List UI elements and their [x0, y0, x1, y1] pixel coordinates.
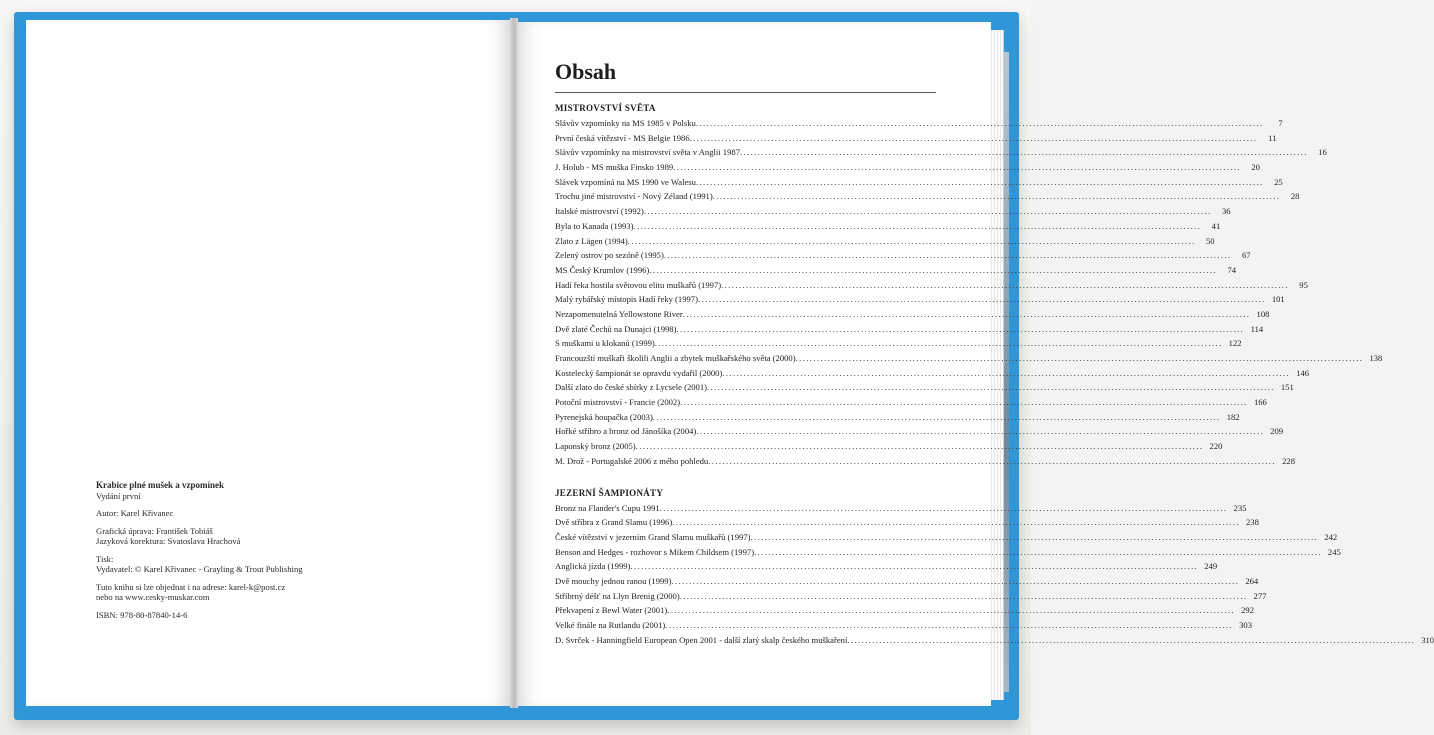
toc-entry-title: M. Drož - Portugalské 2006 z mého pohledu: [555, 455, 709, 466]
toc-entry-page: 41: [1211, 220, 1221, 231]
publisher: Vydavatel: © Karel Křivanec - Grayling & Trout Publishing: [96, 564, 303, 574]
toc-entry-title: Velké finále na Rutlandu (2001): [555, 620, 666, 630]
toc-leader-dots: ................................................................................................................................................................: [754, 546, 1322, 557]
toc-leader-dots: ................................................................................................................................................................: [721, 279, 1289, 290]
toc-entry-title: Slávek vzpomíná na MS 1990 ve Walesu: [555, 176, 696, 187]
toc-entry: [555, 292, 1285, 307]
toc-leader-dots: ................................................................................................................................................................: [630, 561, 1199, 572]
toc-leader-dots: ................................................................................................................................................................: [847, 634, 1416, 645]
toc-entry-title: Dvě mouchy jednou ranou (1999): [555, 575, 672, 586]
toc-entry: [555, 336, 1242, 351]
toc-leader-dots: ................................................................................................................................................................: [682, 308, 1251, 319]
toc-entry-page: 11: [1268, 132, 1277, 143]
toc-leader-dots: ................................................................................................................................................................: [633, 220, 1202, 231]
toc-leader-dots: ................................................................................................................................................................: [696, 426, 1265, 437]
toc-entry-title: Trochu jiné mistrovství - Nový Zéland (1991): [555, 191, 713, 202]
toc-entry-title: D. Svrček - Hanningfield European Open 2001 - další zlatý skalp českého muškaření: [555, 634, 848, 645]
isbn: ISBN: 978-80-87840-14-6: [96, 609, 188, 620]
toc-entry-title: České vítězství v jezerním Grand Slamu muškařů (1997): [555, 531, 751, 542]
toc-entry-title: Dvě zlaté Čechů na Dunajci (1998): [555, 323, 677, 334]
toc-entry: [555, 248, 1251, 263]
toc-entry-title: MS Český Krumlov (1996): [555, 264, 650, 275]
toc-entry: [555, 574, 1259, 589]
toc-entry: [555, 454, 1295, 469]
toc-entry-page: 20: [1251, 162, 1260, 173]
toc-entry-title: Potoční mistrovství - Francie (2002): [555, 397, 681, 408]
toc-entry-page: 238: [1246, 517, 1259, 528]
toc-entry-title: S muškami u klokanů (1999): [555, 338, 655, 349]
toc-leader-dots: ................................................................................................................................................................: [649, 264, 1218, 275]
toc-entry-title: Malý rybářský místopis Hadí řeky (1997): [555, 294, 698, 305]
toc-leader-dots: ................................................................................................................................................................: [708, 455, 1276, 466]
toc-entry: [555, 322, 1264, 337]
toc-entry-page: 36: [1221, 206, 1231, 217]
toc-entry-title: Zlato z Lägen (1994): [555, 235, 628, 246]
toc-entry-title: Nezapomenutelná Yellowstone River: [555, 308, 683, 319]
book-title: Krabice plné mušek a vzpomínek: [96, 480, 225, 490]
toc-entry-page: 74: [1227, 264, 1237, 275]
graphics-credit: Grafická úprava: František Tobiáš: [96, 525, 213, 536]
toc-leader-dots: ................................................................................................................................................................: [695, 176, 1264, 187]
toc-entry-page: 151: [1280, 382, 1294, 393]
toc-entry-page: 242: [1324, 531, 1338, 542]
order-website: nebo na www.cesky-muskar.com: [96, 592, 210, 602]
toc-entry: [555, 189, 1300, 204]
toc-entry: [555, 545, 1341, 560]
toc-heading: Obsah: [555, 59, 617, 84]
toc-entry: [555, 160, 1260, 175]
toc-entry: [555, 278, 1308, 293]
toc-entry-page: 16: [1318, 147, 1327, 158]
toc-leader-dots: ................................................................................................................................................................: [643, 206, 1212, 217]
toc-leader-dots: ................................................................................................................................................................: [740, 147, 1308, 158]
toc-entry-title: Slávův vzpomínky na MS 1985 v Polsku: [555, 118, 696, 128]
toc-entry: [555, 263, 1237, 278]
toc-section-title: MISTROVSTVÍ SVĚTA: [555, 103, 656, 113]
toc-entry-title: Zelený ostrov po sezóně (1995): [555, 250, 664, 261]
toc-entry-page: 182: [1226, 411, 1240, 422]
toc-entry: [555, 204, 1231, 219]
toc-entry-page: 264: [1245, 575, 1259, 586]
toc-entry: [555, 589, 1267, 604]
toc-entry: [555, 633, 1434, 648]
toc-entry: [555, 603, 1255, 618]
toc-entry-page: 28: [1290, 191, 1300, 202]
toc-entry: [555, 234, 1215, 249]
toc-entry: [555, 439, 1223, 454]
book-gutter: [510, 18, 518, 708]
table-of-contents: [555, 58, 1434, 647]
toc-entry-title: J. Holub - MS muška Finsko 1989: [555, 162, 674, 173]
toc-leader-dots: ................................................................................................................................................................: [697, 294, 1266, 305]
proofreading-credit: Jazyková korektura: Svatoslava Hrachová: [96, 536, 241, 546]
order-info: Tuto knihu si lze objednat i na adrese: karel-k@post.cz: [96, 581, 286, 592]
edition: Vydání první: [96, 490, 141, 501]
toc-leader-dots: ................................................................................................................................................................: [663, 250, 1232, 261]
toc-entry-page: 228: [1282, 455, 1295, 466]
toc-entry-title: První česká vítězství - MS Belgie 1986: [555, 132, 690, 143]
toc-entry-title: Pyrenejská houpačka (2003): [555, 411, 653, 422]
toc-entry: [555, 501, 1247, 516]
toc-entry: [555, 131, 1277, 146]
toc-entry: [555, 175, 1283, 190]
toc-entry-title: Hořké stříbro a bronz od Jánošíka (2004): [555, 426, 697, 437]
toc-entry: [555, 424, 1284, 439]
toc-entry-title: Kostelecký šampionát se opravdu vydařil (2000): [555, 367, 723, 378]
colophon: [96, 480, 456, 620]
toc-leader-dots: ................................................................................................................................................................: [750, 531, 1319, 542]
toc-entry: [555, 515, 1259, 530]
toc-leader-dots: ................................................................................................................................................................: [671, 575, 1240, 586]
toc-entry-page: 277: [1253, 590, 1267, 601]
toc-entry-page: 25: [1274, 176, 1283, 187]
toc-entry-title: Benson and Hedges - rozhovor s Mikem Childsem (1997): [555, 546, 755, 557]
toc-divider: [555, 92, 936, 93]
toc-entry-title: Překvapení z Bewl Water (2001): [555, 605, 668, 616]
toc-entry: [555, 530, 1338, 545]
toc-leader-dots: ................................................................................................................................................................: [665, 620, 1234, 630]
toc-entry-page: 235: [1233, 502, 1247, 513]
toc-leader-dots: ................................................................................................................................................................: [695, 118, 1264, 128]
toc-leader-dots: ................................................................................................................................................................: [667, 605, 1236, 616]
toc-leader-dots: ................................................................................................................................................................: [627, 235, 1196, 246]
toc-sections: [555, 103, 1434, 647]
toc-leader-dots: ................................................................................................................................................................: [795, 353, 1364, 363]
toc-leader-dots: ................................................................................................................................................................: [676, 323, 1245, 334]
toc-entry: [555, 351, 1383, 366]
toc-leader-dots: ................................................................................................................................................................: [689, 132, 1258, 143]
toc-entry-page: 122: [1228, 338, 1242, 349]
toc-leader-dots: ................................................................................................................................................................: [635, 441, 1204, 452]
toc-entry-page: 114: [1250, 323, 1264, 334]
toc-entry-page: 249: [1204, 561, 1218, 572]
toc-entry: [555, 116, 1283, 131]
toc-leader-dots: ................................................................................................................................................................: [712, 191, 1281, 202]
toc-leader-dots: ................................................................................................................................................................: [680, 397, 1248, 408]
toc-entry-page: 245: [1327, 546, 1341, 557]
toc-entry: [555, 395, 1267, 410]
toc-entry-page: 220: [1209, 441, 1223, 452]
toc-entry-page: 101: [1271, 294, 1285, 305]
toc-entry-title: Bronz na Flander's Cupu 1991: [555, 502, 660, 513]
toc-entry-title: Francouzští muškaři školili Anglii a zbytek muškařského světa (2000): [555, 353, 796, 363]
toc-entry-page: 7: [1278, 118, 1283, 128]
toc-leader-dots: ................................................................................................................................................................: [679, 590, 1248, 601]
toc-leader-dots: ................................................................................................................................................................: [654, 338, 1223, 349]
toc-section-title: JEZERNÍ ŠAMPIONÁTY: [555, 487, 664, 498]
toc-leader-dots: ................................................................................................................................................................: [673, 162, 1241, 173]
toc-entry: [555, 618, 1253, 633]
toc-entry: [555, 410, 1240, 425]
toc-entry-title: Laponský bronz (2005): [555, 441, 636, 452]
toc-entry-title: Byla to Kanada (1993): [555, 220, 634, 231]
toc-leader-dots: ................................................................................................................................................................: [659, 502, 1228, 513]
toc-entry-page: 209: [1270, 426, 1284, 437]
toc-entry-title: Anglická jízda (1999): [555, 561, 631, 572]
toc-entry-title: Dvě stříbra z Grand Slamu (1996): [555, 517, 673, 528]
toc-entry-page: 310: [1421, 634, 1434, 645]
toc-entry-page: 303: [1239, 620, 1253, 630]
toc-leader-dots: ................................................................................................................................................................: [707, 382, 1275, 393]
toc-entry-title: Slávův vzpomínky na mistrovství světa v Anglii 1987: [555, 147, 740, 158]
toc-entry: [555, 145, 1327, 160]
toc-entry-page: 108: [1256, 308, 1270, 319]
toc-entry-page: 50: [1205, 235, 1215, 246]
toc-entry: [555, 559, 1218, 574]
toc-entry-page: 138: [1369, 353, 1383, 363]
toc-entry: [555, 307, 1270, 322]
toc-leader-dots: ................................................................................................................................................................: [652, 411, 1221, 422]
toc-entry-title: Další zlato do české sbírky z Lycsele (2001): [555, 382, 708, 393]
toc-entry-page: 146: [1296, 367, 1310, 378]
toc-entry-page: 166: [1253, 397, 1267, 408]
print-credit: Tisk:: [96, 553, 114, 564]
toc-entry: [555, 380, 1294, 395]
toc-leader-dots: ................................................................................................................................................................: [722, 367, 1291, 378]
toc-entry-title: Stříbrný déšť na Llyn Brenig (2000): [555, 590, 680, 601]
toc-entry-page: 292: [1241, 605, 1255, 616]
toc-entry-title: Hadí řeka hostila světovou elitu muškařů (1997): [555, 279, 722, 290]
toc-entry: [555, 366, 1310, 381]
toc-leader-dots: ................................................................................................................................................................: [672, 517, 1240, 528]
author: Autor: Karel Křivanec: [96, 508, 174, 518]
toc-entry-title: Italské mistrovství (1992): [555, 206, 644, 217]
toc-entry: [555, 219, 1221, 234]
toc-entry-page: 95: [1299, 279, 1308, 290]
toc-entry-page: 67: [1241, 250, 1251, 261]
